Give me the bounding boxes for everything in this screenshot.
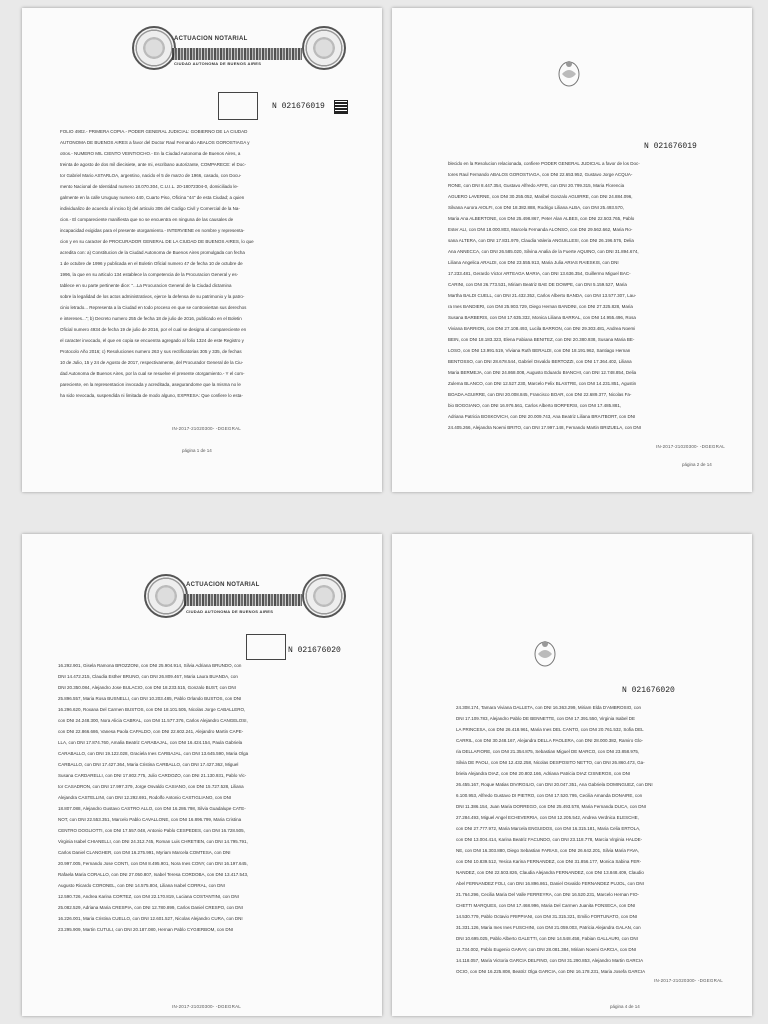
- text-line: 6.100.953, Alfredo Gustavo DI PIETRO, con DNI 17.520.795, Cecilia Amanda DONAIRE, con: [456, 793, 643, 798]
- text-line: Susana CARDARELLI, con DNI 17.802.775, Julio CARDOZO, con DNI 21.130.931, Pablo Vic-: [58, 773, 247, 778]
- document-page-2: [392, 8, 752, 492]
- text-line: 21.764.296, Cecilia Maria Del Valle FERREYRA, con DNI 16.520.231, Marcelo Hernan FIO-: [456, 892, 639, 897]
- notary-stamp-box: [246, 634, 286, 660]
- body-text: [448, 158, 738, 433]
- text-line: pareciente, en la representacion invocada y acreditada, asegurandome que la misma no le: [60, 382, 241, 387]
- footer-reference: IN-2017-21020300- -DGEGRAL: [172, 1004, 241, 1009]
- text-line: con DNI 13.004.414, Karina Beatriz FACUNDO, con DNI 23.118.778, Marcia Virginia HALDE-: [456, 837, 643, 842]
- text-line: mento Nacional de Identidad numero 18.070.304, C.U.I.L. 20-18072304-0, domiciliado le-: [60, 184, 239, 189]
- text-line: galmente en la calle Uruguay numero 440, Cuarto Piso, Oficina "44" de esta Ciudad; a quien: [60, 195, 245, 200]
- text-line: NE, con DNI 16.303.880, Diego Sebastian FARIAS, con DNI 26.642.201, Silvia Maria FAVA,: [456, 848, 640, 853]
- text-line: otros.- NUMERO MIL CIENTO VEINTIOCHO.- En la Ciudad Autonoma de Buenos Aires, a: [60, 151, 241, 156]
- text-line: cinio letrado... Representa a la Ciudad en todo proceso en que se controviertan sus derechos: [60, 305, 247, 310]
- footer-reference: IN-2017-21020300- -DGEGRAL: [656, 444, 725, 449]
- text-line: 23.295.909, Martin CUTULI, con DNI 20.187.080, Hernan Pablo CYGIERBOM, con DNI: [58, 927, 234, 932]
- text-line: cion y en su caracter de PROCURADOR GENERAL DE LA CIUDAD DE BUENOS AIRES, lo que: [60, 239, 254, 244]
- text-line: e intereses..."; b) Decreto numero 255 de fecha 18 de julio de 2016, publicado en el Boletin: [60, 316, 242, 321]
- stamp-band: [172, 48, 302, 60]
- text-line: CHETTI MARQUES, con DNI 17.468.996, Maria Del Carmen Juanita FONSECA, con DNI: [456, 903, 636, 908]
- text-line: cion.- El compareciente manifiesta que no se encuentra en ninguna de las causales de: [60, 217, 234, 222]
- text-line: Silvana Aurora AIOLFI, con DNI 18.382.888, Rodrigo Liliana ALBA, con DNI 25.493.570,: [448, 205, 624, 210]
- text-line: FOLIO 4902.- PRIMERA COPIA.- PODER GENERAL JUDICIAL: GOBIERNO DE LA CIUDAD: [60, 129, 248, 134]
- text-line: 14.118.057, Maria Victoria GARCIA DELFINO, con DNI 31.290.853, Alejandro Martin GARCIA: [456, 958, 644, 963]
- text-line: Carlos Daniel CLANGHER, con DNI 16.275.991, Myriam Marcela COMTESA, con DNI: [58, 850, 231, 855]
- text-line: individualizo de acuerdo al inciso b) del articulo 306 del Codigo Civil y Comercial de la Na-: [60, 206, 240, 211]
- body-text: [60, 126, 360, 401]
- text-line: ha sido revocada, suspendida ni limitada de modo alguno, EXPRESA: Que confiere lo esta-: [60, 393, 243, 398]
- text-line: briela Alejandra DIAZ, con DNI 20.802.166, Adriana Patricia DIAZ CISNEROS, con DNI: [456, 771, 631, 776]
- text-line: Virginia Isabel CHIANELLI, con DNI 24.312.745, Roman Luis CHRETIEN, con DNI 14.795.791,: [58, 839, 248, 844]
- body-text: [58, 660, 358, 935]
- text-line: bio BOGGIANO, con DNI 16.976.561, Carlos Alberto BORFERSI, con DNI 17.485.881,: [448, 403, 622, 408]
- text-line: 25.082.529, Adriana Maria CRESPIA, con DNI 12.780.899, Carlos Daniel CRESPO, con DNI: [58, 905, 243, 910]
- text-line: ria DELLAFIORE, con DNI 21.354.875, Sebastian Miguel DE MARCO, con DNI 23.858.975,: [456, 749, 640, 754]
- text-line: tor Gabriel Mario ASTARLOA, argentino, nacido el 5 de marzo de 1966, casado, con Docu-: [60, 173, 242, 178]
- text-line: 1 de octubre de 1996 y publicada en el Boletin Oficial numero 47 de fecha 10 de octubre de: [60, 261, 243, 266]
- text-line: Viviana BARRION, con DNI 27.108.493, Lucila BARRON, con DNI 29.303.481, Andrea Noemi: [448, 326, 636, 331]
- stamp-title: ACTUACION NOTARIAL: [174, 36, 248, 42]
- text-line: DNI 17.109.783, Alejandro Pablo DE BENNETTE, con DNI 17.391.550, Virginia Isabel DE: [456, 716, 636, 721]
- serial-number: N 021676020: [622, 686, 675, 695]
- stamp-subtitle: CIUDAD AUTONOMA DE BUENOS AIRES: [186, 609, 274, 614]
- serial-number: N 021676019: [272, 102, 325, 111]
- text-line: DNI 20.350.084, Alejandro Jose BULACIO, con DNI 18.233.515, Gonzalo BUST, con DNI: [58, 685, 236, 690]
- text-line: dad Autonoma de Buenos Aires, por la cual se resuelve el presente otorgamiento.- Y el com-: [60, 371, 245, 376]
- document-page-4: [392, 534, 752, 1016]
- text-line: 12.590.726, Andrea Karina CORTEZ, con DNI 22.170.819, Luciana COSTANTINI, con DNI: [58, 894, 239, 899]
- text-line: BEIN, con DNI 18.183.323, Elena Fabiana BENITEZ, con DNI 20.380.938, Susana Maria BE-: [448, 337, 635, 342]
- text-line: treinta de agosto de dos mil diecisiete, ante mi, escribano autorizante, COMPARECE: el Doc-: [60, 162, 247, 167]
- footer-page-number: página 1 de 14: [182, 448, 212, 453]
- text-line: tor CASADRON, con DNI 17.997.379, Jorge Osvaldo CASIANO, con DNI 15.727.528, Liliana: [58, 784, 244, 789]
- footer-reference: IN-2017-21020300- -DGEGRAL: [172, 426, 241, 431]
- text-line: Ana ANNECCA, con DNI 26.585.020, Silvina Analia de la Fuerte AQUINO, con DNI 31.894.674,: [448, 249, 639, 254]
- text-line: 18.807.088, Alejandro Gustavo CASTRO ALLO, con DNI 16.286.798, Silvia Guadalupe CATE-: [58, 806, 246, 811]
- text-line: 26.455.167, Roque Matias DIVIRGILIO, con DNI 20.047.351, Ana Gabriela DOMINGUEZ, con DNI: [456, 782, 653, 787]
- text-line: Oficial numero 4934 de fecha 19 de julio de 2016, por el cual se designa al compareciente en: [60, 327, 247, 332]
- text-line: tores Raul Fernando ABALOS GOROSTIAGA, con DNI 22.653.952, Gustavo Jorge ACQUA-: [448, 172, 633, 177]
- text-line: DNI 10.695.025, Pablo Alberto GALETTI, con DNI 14.548.458, Fabian GALLAURI, con DNI: [456, 936, 638, 941]
- text-line: CARABALLO, con DNI 19.122.028, Graciela Ines CARBAJAL, con DNI 13.645.590, Maria Olga: [58, 751, 249, 756]
- qr-code: [334, 100, 348, 114]
- document-page-3: [22, 534, 382, 1016]
- text-line: 25.896.557, Maria Rosa BUSNELLI, con DNI 10.203.485, Pablo Orlando BUSTOS, con DNI: [58, 696, 242, 701]
- text-line: acredita con: a) Constitucion de la Ciudad Autonoma de Buenos Aires promulgada con fecha: [60, 250, 245, 255]
- text-line: Liliana Angelica ARALDI, con DNI 23.555.913, Maria Julia ARIAS RAIESKIS, con DNI: [448, 260, 619, 265]
- coat-of-arms-icon: [556, 58, 582, 88]
- text-line: 27.284.493, Miguel Angel ECHEVERRIA, con DNI 12.205.542, Andrea Verdnica ELESCHE,: [456, 815, 639, 820]
- text-line: RONE, con DNI 8.447.354, Gustavo Alfredo AFFE, con DNI 20.799.315, Maria Florencia: [448, 183, 625, 188]
- text-line: 10 de Julio, 15 y 24 de Agosto de 2017, respectivamente, del Procurador General de la Ciu-: [60, 360, 244, 365]
- text-line: DNI 14.472.215, Claudia Esther BRUNO, con DNI 26.809.467, Maria Laura BUANDA, con: [58, 674, 238, 679]
- stamp-title: ACTUACION NOTARIAL: [186, 582, 260, 588]
- text-line: NOT, con DNI 22.553.351, Marcelo Pablo CAVALLONE, con DNI 16.896.799, Maria Cristina: [58, 817, 242, 822]
- text-line: 11.734.002, Pablo Eugenio GARAY, con DNI 28.081.384, Miriam Noemi GARCIA, con DNI: [456, 947, 637, 952]
- text-line: LOSO, con DNI 13.991.519, Viviana Ruth BERALDI, con DNI 18.191.962, Santiago Hernan: [448, 348, 631, 353]
- text-line: sana ALTERA, con DNI 17.831.979, Claudia Valeria ANGUILLESI, con DNI 26.196.576, Delia: [448, 238, 634, 243]
- serial-number: N 021676019: [644, 142, 697, 151]
- footer-reference: IN-2017-21020300- -DGEGRAL: [654, 978, 723, 983]
- text-line: OCIO, con DNI 16.225.808, Beatriz Olga GARCIA, con DNI 16.178.231, Maria Josefa GARCIA: [456, 969, 646, 974]
- text-line: Martha BALDI CUELL, con DNI 21.432.352, Carlos Alberto BANDA, con DNI 13.577.307, Lau-: [448, 293, 637, 298]
- text-line: 16.292.901, Gisela Ramona BROZZONI, con DNI 25.904.914, Silvia Adriana BRUNDO, con: [58, 663, 242, 668]
- text-line: el caracter invocado, el que en copia se encuentra agregado al folio 1324 de este Registro y: [60, 338, 244, 343]
- text-line: 17.233.481, Gerardo Victor ARTEAGA MARIA, con DNI 13.636.354, Guillermo Miguel BAC-: [448, 271, 631, 276]
- text-line: CARINI, con DNI 26.773.531, Miriam Beatriz BAE DE DOWPE, con DNI 5.159.527, Maria: [448, 282, 627, 287]
- footer-page-number: página 4 de 14: [610, 1004, 640, 1009]
- stamp-subtitle: CIUDAD AUTONOMA DE BUENOS AIRES: [174, 61, 262, 66]
- text-line: 24.308.174, Tamara Viviana DALLETA, con DNI 16.363.299, Miriam Elda D'AMBROSIO, con: [456, 705, 641, 710]
- notary-stamp-box: [218, 92, 258, 120]
- text-line: Protocolo Año 2016; c) Resoluciones numero 263 y sus rectificatorias 305 y 335, de fechas: [60, 349, 242, 354]
- text-line: ra Ines BANDIERI, con DNI 25.903.729, Diego Hernan BANDINI, con DNI 27.325.828, Maria: [448, 304, 633, 309]
- text-line: Abel FERNANDEZ FOLI, con DNI 16.896.861, Daniel Osvaldo FERNANDEZ PUJOL, con DNI: [456, 881, 644, 886]
- text-line: Maria Ana ALBERTONE, con DNI 25.498.867, Peter Alan ALBES, con DNI 22.503.765, Pablo: [448, 216, 635, 221]
- text-line: Zulema BLANCO, con DNI 12.527.230, Marcelo Felix BLASTRE, con DNI 14.231.851, Agustin: [448, 381, 637, 386]
- text-line: Ester ALI, con DNI 18.000.803, Marcela Fernanda ALONSO, con DNI 29.562.662, Maria Ro-: [448, 227, 633, 232]
- text-line: Rafaela Maria CORALLO, con DNI 27.050.807, Isabel Teresa CORDOBA, con DNI 13.417.543,: [58, 872, 249, 877]
- text-line: 16.296.620, Roxana Del Carmen BUSTOS, con DNI 18.101.505, Nicolas Jorge CABALLERO,: [58, 707, 246, 712]
- document-page-1: [22, 8, 382, 492]
- text-line: Adriana Patricia BOSKOVICH, con DNI 20.009.743, Ana Beatriz Liliana BRAITBORT, con DNI: [448, 414, 636, 419]
- text-line: sobre la legalidad de los actos administrativos, ejerce la defensa de su patrimonio y la patro-: [60, 294, 245, 299]
- text-line: 14.530.779, Pablo Octavio FRIPPIANI, con DNI 31.315.321, Emilio FORTUNATO, con DNI: [456, 914, 638, 919]
- text-line: Silvia DE PAOLI, con DNI 12.432.258, Nicolas DESPOSITO NETTO, con DNI 26.860.473, Ga-: [456, 760, 645, 765]
- text-line: AUTONOMA DE BUENOS AIRES a favor del Doctor Raul Fernando ABALOS GOROSTIAGA y: [60, 140, 250, 145]
- notarial-seal-left: [144, 574, 188, 618]
- text-line: LLA, con DNI 17.874.760, Amalia Beatriz CARABAJAL, con DNI 16.424.154, Paula Gabriela: [58, 740, 243, 745]
- text-line: tablece en su parte pertinente dice: "...La Procuracion General de la Ciudad dictamina: [60, 283, 232, 288]
- text-line: LA PRINCESA, con DNI 26.418.961, Maria Ines DEL CANTO, con DNI 20.761.532, Sofia DEL: [456, 727, 644, 732]
- text-line: con DNI 24.248.300, Nora Alicia CABRAL, con DNI 11.577.376, Carlos Alejandro CANGELOSI,: [58, 718, 248, 723]
- notarial-seal-left: [132, 26, 176, 70]
- stamp-band: [184, 594, 302, 606]
- text-line: 16.226.001, Maria Cristina CUELLO, con DNI 12.601.527, Nicolas Alejandro CURA, con DNI: [58, 916, 243, 921]
- text-line: con DNI 27.777.972, Maria Marcela ENGUIDOS, con DNI 16.315.181, Maria Celia ERTOLA,: [456, 826, 641, 831]
- text-line: 1996, la que en su articulo 134 establece la competencia de la Procuracion General y es-: [60, 272, 239, 277]
- text-line: NANDEZ, con DNI 22.503.826, Claudia Alejandra FERNANDEZ, con DNI 13.848.409, Claudio: [456, 870, 644, 875]
- text-line: incapacidad exigidas para el presente otorgamiento.- INTERVIENE en nombre y representa-: [60, 228, 245, 233]
- text-line: con DNI 22.866.686, Vanesa Paola CAPALDO, con DNI 22.602.241, Alejandro Martin CAPE-: [58, 729, 244, 734]
- text-line: BENTOSSO, con DNI 28.678.544, Gabriel Osvaldo BERTOZZI, con DNI 17.364.402, Liliana: [448, 359, 632, 364]
- text-line: 31.331.126, Maria Ines Ines FUSCHINI, con DNI 21.059.003, Patricia Alejandra GALAN, con: [456, 925, 641, 930]
- text-line: 20.997.005, Fernando Jose CONTI, con DNI 8.495.901, Nora Ines CONY, con DNI 16.197.645,: [58, 861, 248, 866]
- text-line: Susana BARBERIS, con DNI 17.635.332, Monica Liliana BARRAL, con DNI 14.955.496, Rosa: [448, 315, 636, 320]
- text-line: BOADA AGUIRRE, con DNI 20.008.845, Francisco BOAR, con DNI 22.689.377, Nicolas Fa-: [448, 392, 632, 397]
- text-line: AGUERO LAVERNE, con DNI 30.255.052, Maribel Gonzalo AGUIRRE, con DNI 24.884.096,: [448, 194, 633, 199]
- notarial-seal-right: [302, 26, 346, 70]
- text-line: Maria BERMEJA, con DNI 24.868.008, Augusto Eduardo BIANCHI, con DNI 12.748.854, Delia: [448, 370, 637, 375]
- body-text: [456, 702, 736, 977]
- text-line: CARRIL, con DNI 30.248.167, Alejandra DELLA PAOLERA, con DNI 28.000.382, Ramiro Glo-: [456, 738, 644, 743]
- text-line: blecido en la Resolucion relacionada, confiere PODER GENERAL JUDICIAL a favor de los Doc-: [448, 161, 640, 166]
- text-line: 24.405.266, Alejandra Noemi BRITO, con DNI 17.997.148, Fernando Martin BRIZUELA, con DNI: [448, 425, 642, 430]
- text-line: Augusto Ricardo CORONEL, con DNI 14.575.804, Liliana Isabel CORRAL, con DNI: [58, 883, 225, 888]
- coat-of-arms-icon: [532, 638, 558, 668]
- text-line: DNI 11.386.154, Juan Maria DORREGO, con DNI 25.493.578, Maria Fernanda DUCA, con DNI: [456, 804, 647, 809]
- text-line: Alejandra CASTELLINI, con DNI 12.292.691, Rodolfo Antonio CASTIGLIANO, con DNI: [58, 795, 232, 800]
- text-line: CARBALLO, con DNI 17.427.364, Maria Cristina CARBALLO, con DNI 17.427.362, Miguel: [58, 762, 239, 767]
- footer-page-number: página 2 de 14: [682, 462, 712, 467]
- text-line: con DNI 10.839.512, Yesica Karina FERNANDEZ, con DNI 31.856.177, Monica Sabina FER-: [456, 859, 642, 864]
- text-line: CENTRO DOGLIOTTI, con DNI 17.557.048, Antonio Pablo CESPEDES, con DNI 16.728.505,: [58, 828, 245, 833]
- serial-number: N 021676020: [288, 646, 341, 655]
- notarial-seal-right: [302, 574, 346, 618]
